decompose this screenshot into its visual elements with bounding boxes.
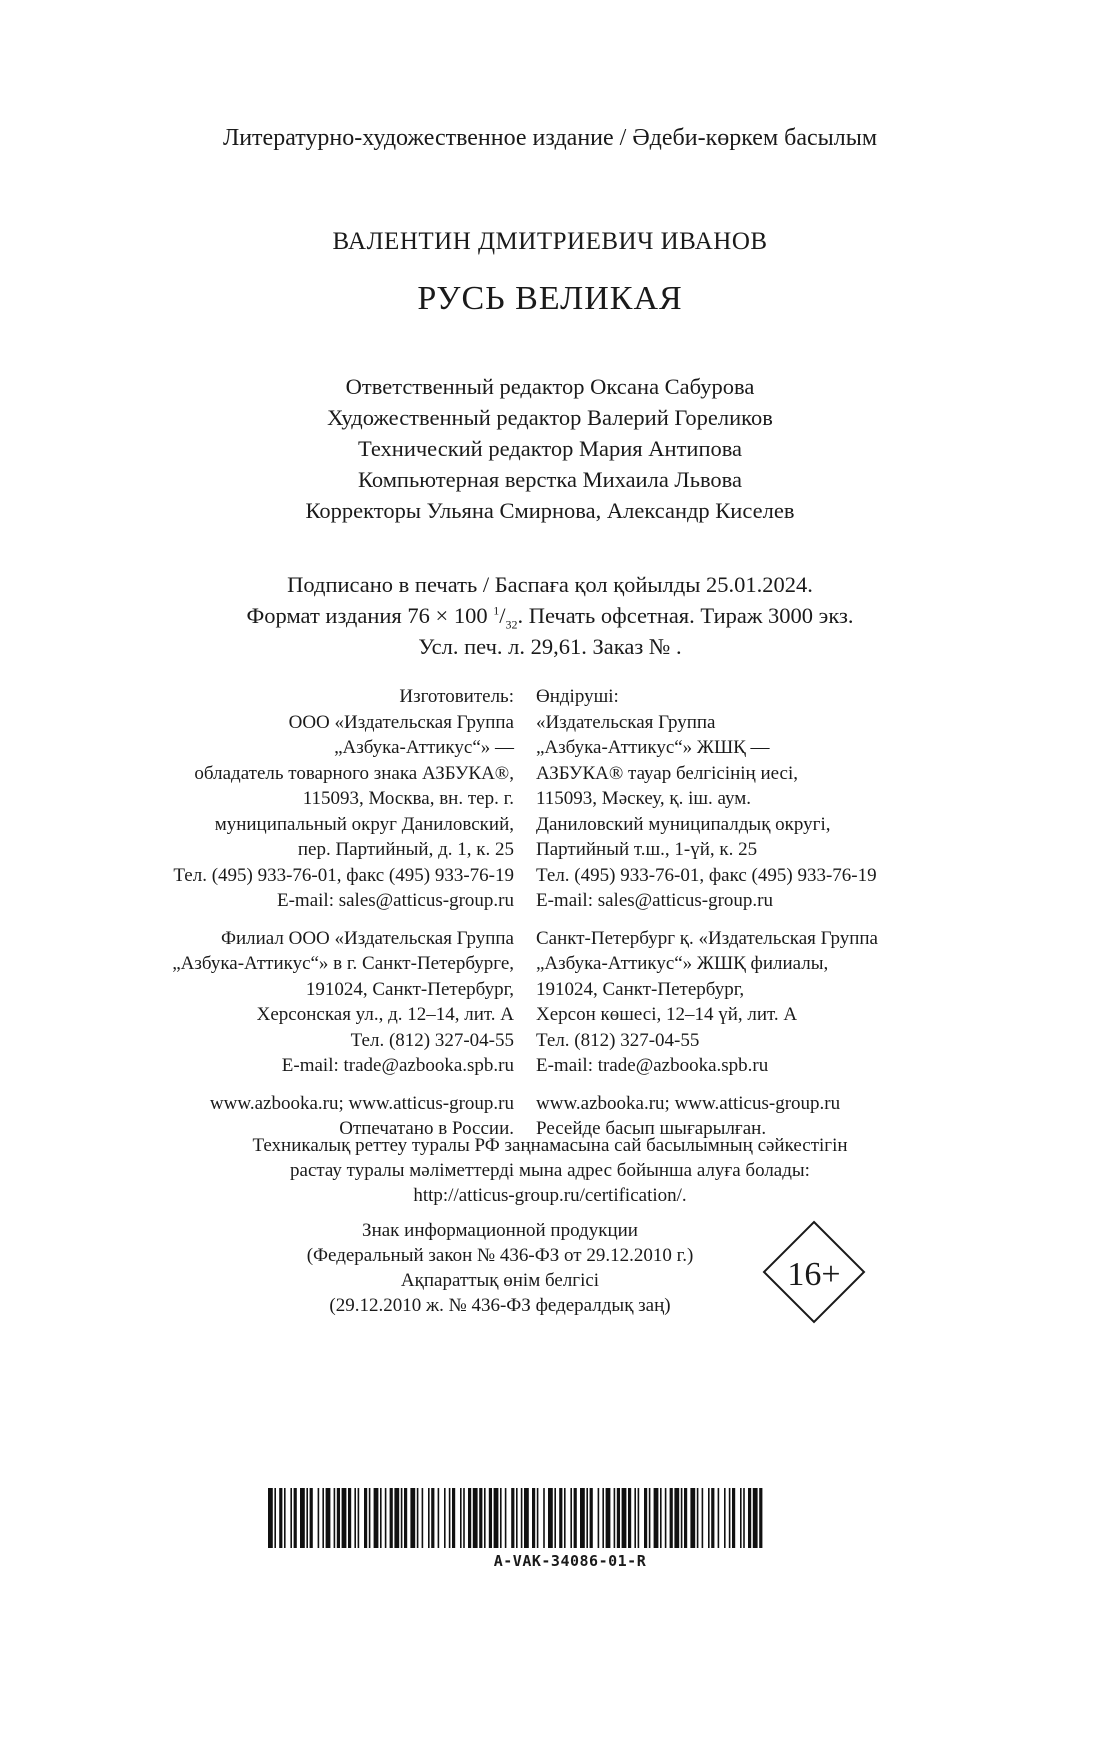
barcode-bar	[310, 1488, 313, 1548]
barcode-bar	[674, 1488, 679, 1548]
barcode-bar	[598, 1488, 600, 1548]
barcode-bar	[300, 1488, 305, 1548]
mfr-ru-line: обладатель товарного знака АЗБУКА®,	[194, 762, 514, 784]
format-line	[0, 603, 1100, 633]
staff-line: Технический редактор Мария Антипова	[357, 436, 743, 461]
barcode-bar	[284, 1488, 286, 1548]
barcode-bar	[511, 1488, 514, 1548]
barcode-bar	[638, 1488, 640, 1548]
branch-kz-line: Санкт-Петербург қ. «Издательская Группа	[536, 927, 878, 949]
barcode-bar	[380, 1488, 382, 1548]
age-rating-text: 16+	[787, 1256, 841, 1293]
branch-kz-line: Тел. (812) 327-04-55	[536, 1029, 700, 1051]
signed-date: Подписано в печать / Баспаға қол қойылды 25.01.2024.	[287, 572, 813, 597]
author-name: ВАЛЕНТИН ДМИТРИЕВИЧ ИВАНОВ	[332, 228, 768, 255]
age-rating-badge	[762, 1220, 866, 1324]
web-kz-line: Ресейде басып шығарылған.	[536, 1118, 767, 1139]
mfr-kz-line: „Азбука-Аттикус“» ЖШҚ —	[536, 737, 770, 758]
branch-kz-line: „Азбука-Аттикус“» ЖШҚ филиалы,	[536, 953, 829, 974]
barcode-bar	[718, 1488, 720, 1548]
barcode-bar	[724, 1488, 726, 1548]
barcode-bar	[422, 1488, 424, 1548]
web-ru-line: www.azbooka.ru; www.atticus-group.ru	[209, 1092, 514, 1114]
barcode-bar	[444, 1488, 446, 1548]
format-den: 32	[505, 617, 518, 632]
mfr-kz-line: Өндіруші:	[536, 686, 619, 707]
barcode-bar	[385, 1488, 387, 1548]
barcode-bar	[711, 1488, 714, 1548]
barcode-bar	[290, 1488, 292, 1548]
barcode-bar	[417, 1488, 419, 1548]
certification-url: http://atticus-group.ru/certification/.	[413, 1185, 687, 1206]
barcode-bar	[279, 1488, 282, 1548]
barcode-bar	[505, 1488, 507, 1548]
barcode-bar	[369, 1488, 371, 1548]
barcode-icon	[268, 1488, 768, 1548]
barcode-bar	[681, 1488, 683, 1548]
barcode-bar	[564, 1488, 566, 1548]
barcode-bar	[484, 1488, 486, 1548]
format-num: 1	[493, 603, 500, 618]
mfr-kz-line: АЗБУКА® тауар белгісінің иесі,	[536, 762, 798, 784]
barcode-bar	[374, 1488, 379, 1548]
barcode-bar	[438, 1488, 440, 1548]
barcode-bar	[521, 1488, 523, 1548]
barcode-bar	[401, 1488, 403, 1548]
barcode-bar	[348, 1488, 351, 1548]
branch-ru-line: Херсонская ул., д. 12–14, лит. А	[256, 1004, 514, 1025]
barcode-bar	[306, 1488, 308, 1548]
format-prefix: Формат издания 76 × 100	[246, 603, 494, 628]
barcode-bar	[354, 1488, 356, 1548]
mfr-kz-line: «Издательская Группа	[536, 711, 716, 733]
barcode-bar	[410, 1488, 415, 1548]
barcode-bar	[654, 1488, 659, 1548]
barcode-bar	[753, 1488, 758, 1548]
barcode-bar	[342, 1488, 347, 1548]
mfr-ru-line: „Азбука-Аттикус“» —	[334, 737, 514, 758]
certification-line: растау туралы мәліметтерді мына адрес бойынша алуға болады:	[290, 1160, 810, 1181]
format-suffix: . Печать офсетная. Тираж 3000 экз.	[517, 603, 854, 628]
barcode-bar	[404, 1488, 407, 1548]
barcode-bar	[684, 1488, 687, 1548]
mfr-kz-line: E-mail: sales@atticus-group.ru	[536, 890, 773, 911]
sheets-line: Усл. печ. л. 29,61. Заказ № .	[418, 634, 682, 659]
barcode-bar	[334, 1488, 336, 1548]
barcode-bar	[580, 1488, 585, 1548]
barcode-bar	[463, 1488, 465, 1548]
barcode-bar	[489, 1488, 492, 1548]
staff-line: Компьютерная верстка Михаила Львова	[357, 467, 742, 492]
barcode-bar	[660, 1488, 662, 1548]
barcode-bar	[729, 1488, 731, 1548]
barcode-bar	[570, 1488, 572, 1548]
barcode-bar	[274, 1488, 276, 1548]
barcode-bar	[479, 1488, 482, 1548]
info-sign-line: Знак информационной продукции	[362, 1220, 638, 1241]
mfr-ru-line: 115093, Москва, вн. тер. г.	[302, 788, 514, 809]
barcode-bar	[268, 1488, 273, 1548]
mfr-ru-line: ООО «Издательская Группа	[288, 711, 514, 733]
barcode-bar	[326, 1488, 331, 1548]
barcode-label: A-VAK-34086-01-R	[493, 1552, 647, 1570]
barcode-bar	[543, 1488, 545, 1548]
branch-ru-line: Филиал ООО «Издательская Группа	[220, 927, 514, 949]
barcode-bar	[697, 1488, 699, 1548]
barcode-bar	[617, 1488, 620, 1548]
barcode-bar	[322, 1488, 324, 1548]
mfr-kz-line: Даниловский муниципалдық округі,	[536, 813, 831, 835]
format-slash: /	[499, 603, 506, 628]
info-sign-line: Ақпараттық өнім белгісі	[400, 1270, 600, 1291]
barcode-bar	[318, 1488, 320, 1548]
staff-line: Ответственный редактор Оксана Сабурова	[345, 374, 755, 399]
branch-ru-line: „Азбука-Аттикус“» в г. Санкт-Петербурге,	[172, 953, 514, 974]
barcode-bar	[634, 1488, 636, 1548]
barcode-bar	[468, 1488, 471, 1548]
barcode-bar	[358, 1488, 360, 1548]
barcode-bar	[690, 1488, 695, 1548]
barcode-bar	[665, 1488, 667, 1548]
info-sign-line: (Федеральный закон № 436-ФЗ от 29.12.2010 г.)	[306, 1245, 694, 1266]
branch-ru-line: Тел. (812) 327-04-55	[350, 1029, 514, 1051]
barcode-bar	[622, 1488, 627, 1548]
barcode-bar	[644, 1488, 647, 1548]
barcode-bar	[452, 1488, 455, 1548]
barcode-bar	[740, 1488, 742, 1548]
mfr-kz-line: Тел. (495) 933-76-01, факс (495) 933-76-19	[536, 864, 877, 886]
barcode-bar	[294, 1488, 297, 1548]
barcode-bar	[743, 1488, 745, 1548]
branch-ru-line: E-mail: trade@azbooka.spb.ru	[281, 1055, 514, 1076]
web-ru-line: Отпечатано в России.	[339, 1118, 514, 1139]
barcode-bar	[554, 1488, 556, 1548]
barcode-bar	[532, 1488, 535, 1548]
barcode-bar	[364, 1488, 367, 1548]
barcode-bar	[516, 1488, 518, 1548]
book-title: РУСЬ ВЕЛИКАЯ	[417, 280, 683, 317]
barcode-bar	[431, 1488, 434, 1548]
barcode-bar	[500, 1488, 502, 1548]
branch-kz-line: Херсон көшесі, 12–14 үй, лит. А	[536, 1004, 798, 1025]
mfr-ru-line: пер. Партийный, д. 1, к. 25	[297, 839, 514, 860]
certification-line: Техникалық реттеу туралы РФ заңнамасына сай басылымның сәйкестігін	[252, 1135, 848, 1156]
barcode-bar	[606, 1488, 611, 1548]
barcode-bar	[628, 1488, 631, 1548]
branch-kz-line: E-mail: trade@azbooka.spb.ru	[536, 1055, 769, 1076]
barcode-bar	[670, 1488, 673, 1548]
barcode-bar	[548, 1488, 553, 1548]
staff-line: Художественный редактор Валерий Гореликов	[327, 405, 773, 430]
barcode-bar	[602, 1488, 604, 1548]
mfr-ru-line: E-mail: sales@atticus-group.ru	[277, 890, 514, 911]
barcode-bar	[559, 1488, 562, 1548]
barcode-bar	[748, 1488, 751, 1548]
barcode-bar	[574, 1488, 577, 1548]
barcode-bar	[586, 1488, 588, 1548]
barcode-bar	[460, 1488, 462, 1548]
manufacturer-ru	[172, 684, 514, 1142]
mfr-ru-line: Тел. (495) 933-76-01, факс (495) 933-76-19	[173, 864, 514, 886]
barcode-bar	[394, 1488, 399, 1548]
mfr-ru-line: Изготовитель:	[399, 686, 514, 707]
barcode-bar	[614, 1488, 616, 1548]
barcode-bar	[390, 1488, 393, 1548]
branch-kz-line: 191024, Санкт-Петербург,	[536, 978, 745, 1000]
web-kz-line: www.azbooka.ru; www.atticus-group.ru	[536, 1092, 841, 1114]
series-label: Литературно-художественное издание / Әдеби-көркем басылым	[222, 125, 878, 151]
barcode-bar	[337, 1488, 340, 1548]
barcode-bar	[590, 1488, 593, 1548]
manufacturer-kz	[536, 684, 878, 1142]
barcode-bar	[524, 1488, 529, 1548]
mfr-kz-line: 115093, Мәскеу, қ. іш. аум.	[536, 788, 752, 809]
barcode-bar	[449, 1488, 451, 1548]
barcode-bar	[494, 1488, 499, 1548]
barcode-bar	[428, 1488, 430, 1548]
mfr-ru-line: муниципальный округ Даниловский,	[214, 813, 514, 835]
staff-line: Корректоры Ульяна Смирнова, Александр Киселев	[305, 498, 795, 523]
info-sign-line: (29.12.2010 ж. № 436-ФЗ федералдық заң)	[329, 1295, 671, 1316]
barcode-bar	[537, 1488, 539, 1548]
barcode-bar	[732, 1488, 735, 1548]
barcode-bar	[708, 1488, 710, 1548]
barcode-bar	[649, 1488, 651, 1548]
branch-ru-line: 191024, Санкт-Петербург,	[305, 978, 514, 1000]
barcode-bar	[473, 1488, 478, 1548]
barcode-bar	[702, 1488, 704, 1548]
barcode-bar	[759, 1488, 762, 1548]
mfr-kz-line: Партийный т.ш., 1-үй, к. 25	[536, 839, 758, 860]
